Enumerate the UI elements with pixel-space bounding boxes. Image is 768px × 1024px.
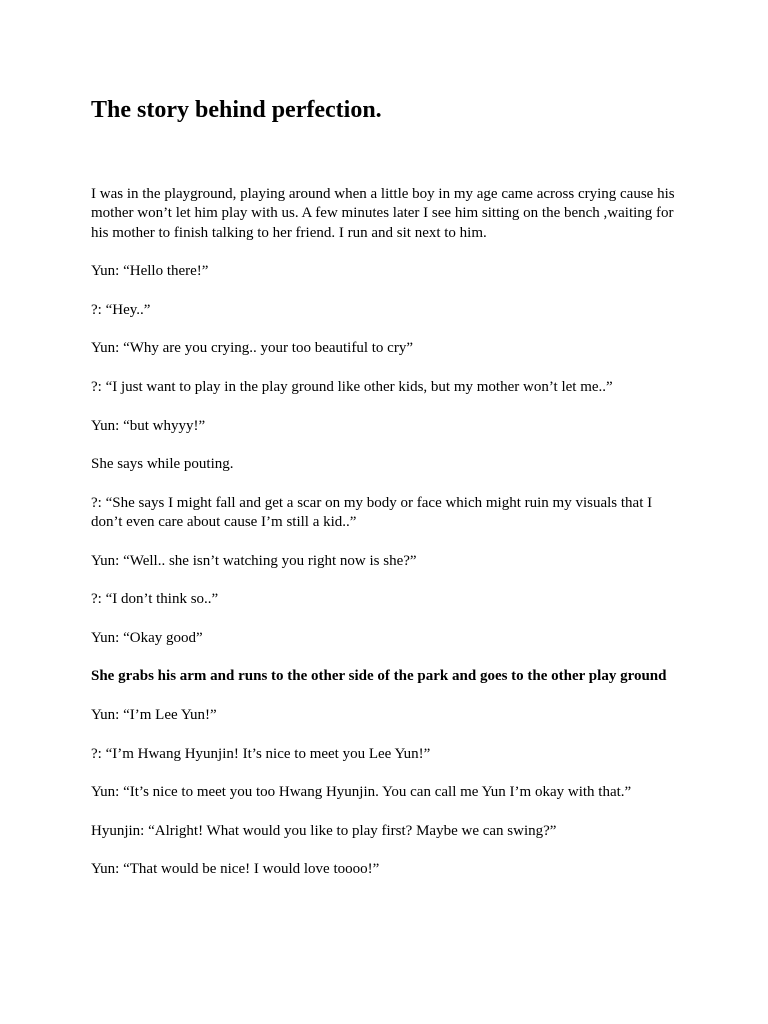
paragraph-16: Hyunjin: “Alright! What would you like to play first? Maybe we can swing?” <box>91 822 557 839</box>
document-title: The story behind perfection. <box>91 97 382 123</box>
paragraph-10: ?: “I don’t think so..” <box>91 591 219 608</box>
paragraph-8: ?: “She says I might fall and get a scar on my body or face which might ruin my visuals that I don’t even care about cause I’m still a kid..” <box>91 494 653 531</box>
paragraph-9: Yun: “Well.. she isn’t watching you right now is she?” <box>91 552 417 569</box>
paragraph-7: She says while pouting. <box>91 456 234 473</box>
paragraph-14: ?: “I’m Hwang Hyunjin! It’s nice to meet you Lee Yun!” <box>91 745 431 762</box>
paragraph-4: Yun: “Why are you crying.. your too beautiful to cry” <box>91 340 413 357</box>
paragraph-17: Yun: “That would be nice! I would love toooo!” <box>91 861 380 878</box>
paragraph-5: ?: “I just want to play in the play ground like other kids, but my mother won’t let me..” <box>91 378 613 395</box>
paragraph-13: Yun: “I’m Lee Yun!” <box>91 707 217 724</box>
paragraph-1: I was in the playground, playing around when a little boy in my age came across crying cause his mother won’t let him play with us. A few minutes later I see him sitting on the bench ,waiting for his mother to finish talking to her friend. I run and sit next to him. <box>91 186 675 241</box>
document-body <box>91 185 681 899</box>
paragraph-2: Yun: “Hello there!” <box>91 263 209 280</box>
paragraph-12-bold: She grabs his arm and runs to the other side of the park and goes to the other play ground <box>91 668 667 685</box>
paragraph-15: Yun: “It’s nice to meet you too Hwang Hyunjin. You can call me Yun I’m okay with that.” <box>91 784 632 801</box>
paragraph-11: Yun: “Okay good” <box>91 629 203 646</box>
paragraph-6: Yun: “but whyyy!” <box>91 417 206 434</box>
paragraph-3: ?: “Hey..” <box>91 301 151 318</box>
